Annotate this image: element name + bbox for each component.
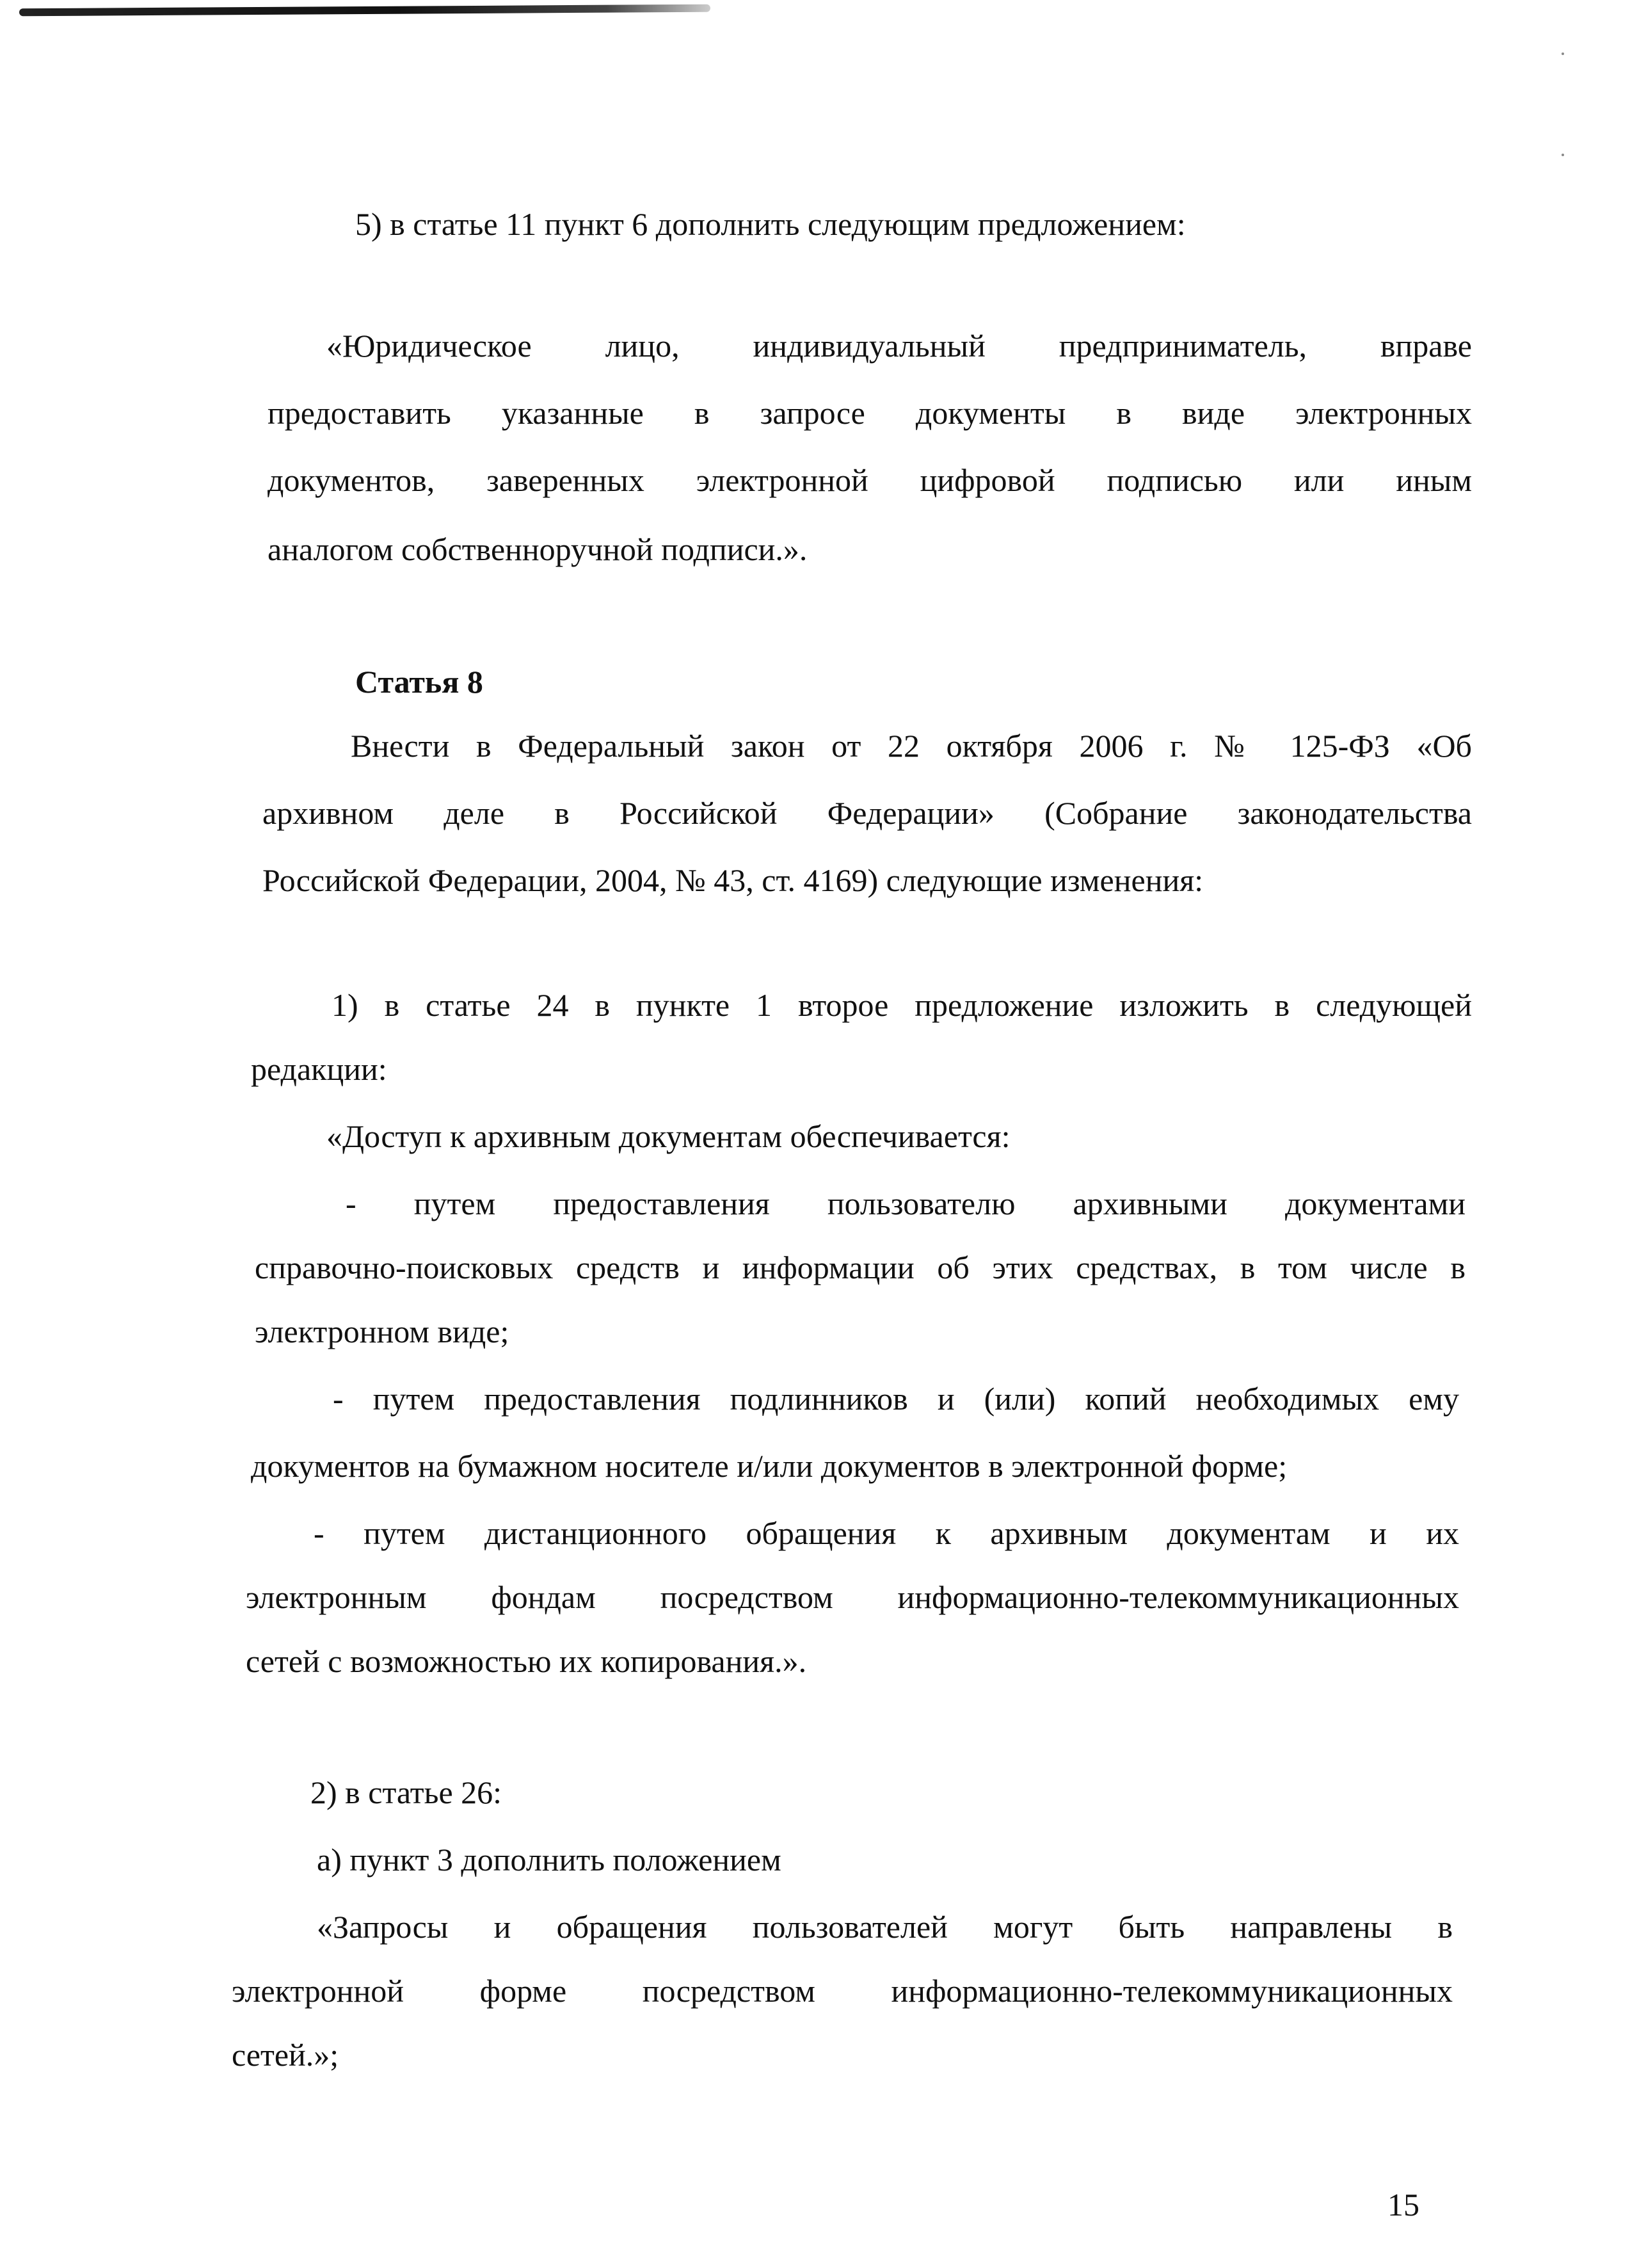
quote-paragraph-line: предоставить указанные в запросе документы в виде электронных	[268, 395, 1472, 431]
quote-paragraph-line: «Юридическое лицо, индивидуальный предприниматель, вправе	[326, 328, 1472, 364]
amendment-item-5: 5) в статье 11 пункт 6 дополнить следующим предложением:	[355, 206, 1186, 242]
access-intro: «Доступ к архивным документам обеспечивается:	[326, 1118, 1011, 1154]
bullet-item-line: справочно-поисковых средств и информации об этих средствах, в том числе в	[255, 1250, 1466, 1285]
bullet-item-line: - путем предоставления пользователю архивными документами	[346, 1186, 1466, 1221]
page-number: 15	[1387, 2187, 1419, 2223]
amendment-item-2a: а) пункт 3 дополнить положением	[317, 1842, 781, 1878]
scan-speck	[1562, 154, 1564, 156]
article-intro-line: архивном деле в Российской Федерации» (Собрание законодательства	[262, 795, 1472, 831]
quote-paragraph-line: аналогом собственноручной подписи.».	[268, 531, 808, 567]
article-heading: Статья 8	[355, 664, 483, 700]
amendment-item-1: редакции:	[251, 1051, 387, 1087]
quote-paragraph-line: электронной форме посредством информационно-телекоммуникационных	[232, 1973, 1453, 2009]
bullet-item-line: сетей с возможностью их копирования.».	[246, 1643, 807, 1679]
quote-paragraph-line: сетей.»;	[232, 2037, 339, 2073]
bullet-item-line: - путем предоставления подлинников и (или) копий необходимых ему	[333, 1381, 1459, 1417]
quote-paragraph-line: «Запросы и обращения пользователей могут быть направлены в	[317, 1909, 1453, 1945]
bullet-item-line: электронным фондам посредством информационно-телекоммуникационных	[246, 1579, 1459, 1615]
quote-paragraph-line: документов, заверенных электронной цифровой подписью или иным	[268, 462, 1472, 498]
amendment-item-2: 2) в статье 26:	[310, 1774, 502, 1810]
bullet-item-line: документов на бумажном носителе и/или документов в электронной форме;	[251, 1448, 1288, 1484]
scan-artifact-bar	[19, 4, 710, 17]
article-intro-line: Внести в Федеральный закон от 22 октября 2006 г. № 125-ФЗ «Об	[351, 728, 1472, 764]
bullet-item-line: электронном виде;	[255, 1314, 509, 1349]
amendment-item-1: 1) в статье 24 в пункте 1 второе предложение изложить в следующей	[332, 987, 1472, 1023]
article-intro-line: Российской Федерации, 2004, № 43, ст. 4169) следующие изменения:	[262, 862, 1204, 898]
scan-speck	[1562, 52, 1564, 55]
bullet-item-line: - путем дистанционного обращения к архивным документам и их	[314, 1515, 1459, 1551]
